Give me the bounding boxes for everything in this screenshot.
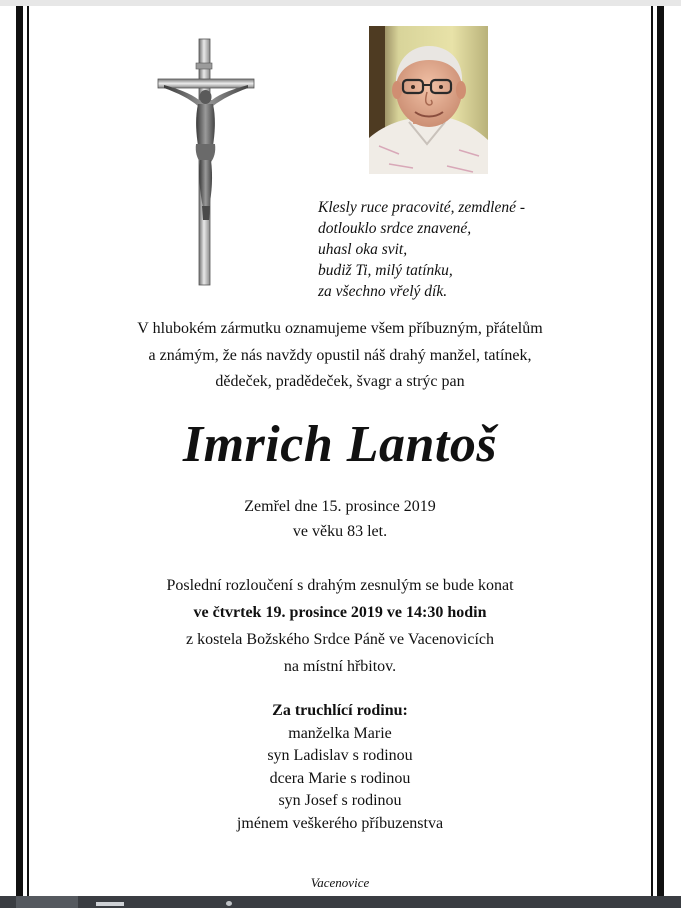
poem (318, 197, 618, 302)
toolbar-control[interactable] (96, 902, 124, 906)
crucifix-icon (150, 36, 262, 288)
portrait-photo (369, 26, 488, 174)
intro-line: a známým, že nás navždy opustil náš drahý manžel, tatínek, (148, 346, 532, 364)
funeral-date: ve čtvrtek 19. prosince 2019 ve 14:30 hodin (193, 604, 487, 621)
left-border-thick (16, 6, 23, 900)
family-heading: Za truchlící rodinu: (272, 702, 408, 719)
right-border-thin (651, 6, 653, 900)
right-border-thick (657, 6, 664, 900)
left-border-thin (27, 6, 29, 900)
intro-line: V hlubokém zármutku oznamujeme všem příbuzným, přátelům (137, 320, 543, 337)
poem-line: budiž Ti, milý tatínku, (318, 262, 453, 279)
death-info (40, 494, 640, 544)
funeral-line: Poslední rozloučení s drahým zesnulým se bude konat (166, 577, 514, 594)
place-name: Vacenovice (310, 875, 370, 890)
family-member: manželka Marie (288, 724, 392, 742)
intro-line: dědeček, pradědeček, švagr a strýc pan (215, 373, 465, 390)
death-date: Zemřel dne 15. prosince 2019 (244, 498, 436, 515)
family-member: syn Josef s rodinou (278, 792, 402, 809)
poem-line: dotlouklo srdce znavené, (318, 220, 472, 237)
toolbar-segment (16, 896, 78, 908)
deceased-name: Imrich Lantoš (182, 416, 498, 473)
poem-line: za všechno vřelý dík. (318, 283, 448, 300)
bottom-toolbar (0, 896, 681, 908)
toolbar-dot-icon[interactable] (226, 901, 232, 906)
funeral-location: z kostela Božského Srdce Páně ve Vacenovicích (185, 631, 495, 648)
funeral-info (40, 572, 640, 680)
family-member: jménem veškerého příbuzenstva (236, 814, 444, 832)
family-member: syn Ladislav s rodinou (267, 747, 413, 764)
family-member: dcera Marie s rodinou (269, 769, 411, 787)
poem-line: uhasl oka svit, (318, 241, 408, 258)
family-list (40, 700, 640, 835)
top-strip (0, 0, 681, 6)
death-age: ve věku 83 let. (292, 523, 388, 540)
poem-line: Klesly ruce pracovité, zemdlené - (318, 199, 526, 216)
funeral-burial: na místní hřbitov. (283, 658, 397, 675)
announcement-intro (40, 316, 640, 396)
